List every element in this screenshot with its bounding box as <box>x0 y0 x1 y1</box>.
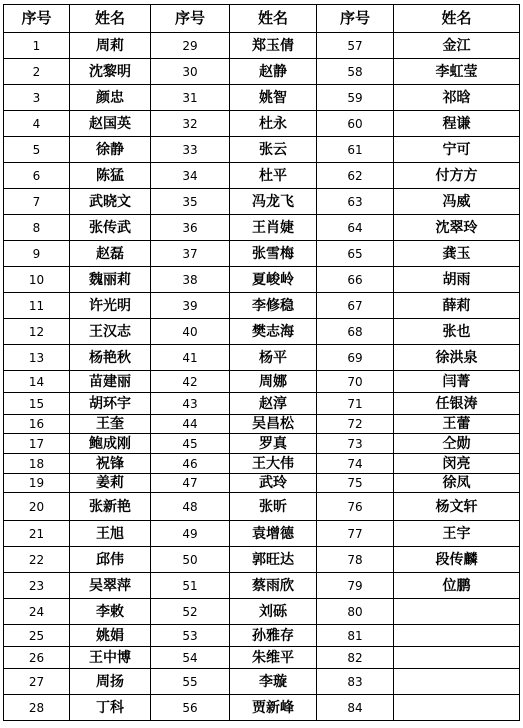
cell-name-2: 姚智 <box>230 85 317 111</box>
cell-seq-3: 61 <box>317 137 394 163</box>
header-cell-name-1: 姓名 <box>70 5 151 33</box>
cell-name-2: 王大伟 <box>230 454 317 474</box>
cell-seq-1: 26 <box>4 647 70 669</box>
cell-name-2: 吴昌松 <box>230 415 317 434</box>
cell-name-3: 张也 <box>394 319 520 345</box>
cell-name-2: 李修稳 <box>230 293 317 319</box>
cell-name-3: 任银涛 <box>394 393 520 415</box>
table-row <box>4 267 520 293</box>
cell-name-1: 许光明 <box>70 293 151 319</box>
cell-seq-2: 50 <box>151 547 230 573</box>
cell-seq-1: 2 <box>4 59 70 85</box>
cell-name-3 <box>394 599 520 625</box>
cell-name-3 <box>394 625 520 647</box>
cell-seq-3: 80 <box>317 599 394 625</box>
table-row <box>4 474 520 493</box>
cell-name-1: 张新艳 <box>70 493 151 521</box>
cell-name-3 <box>394 669 520 695</box>
cell-name-3 <box>394 695 520 721</box>
cell-name-3: 闵亮 <box>394 454 520 474</box>
cell-name-3: 程谦 <box>394 111 520 137</box>
cell-seq-1: 17 <box>4 434 70 454</box>
cell-seq-2: 29 <box>151 33 230 59</box>
cell-name-2: 张云 <box>230 137 317 163</box>
cell-seq-1: 10 <box>4 267 70 293</box>
table-row <box>4 695 520 721</box>
cell-seq-1: 11 <box>4 293 70 319</box>
cell-name-2: 郑玉倩 <box>230 33 317 59</box>
cell-name-1: 武晓文 <box>70 189 151 215</box>
cell-seq-2: 32 <box>151 111 230 137</box>
table-row <box>4 599 520 625</box>
cell-seq-3: 76 <box>317 493 394 521</box>
cell-seq-1: 21 <box>4 521 70 547</box>
cell-name-1: 赵国英 <box>70 111 151 137</box>
cell-seq-3: 65 <box>317 241 394 267</box>
cell-name-3: 龚玉 <box>394 241 520 267</box>
table-row <box>4 454 520 474</box>
cell-seq-3: 57 <box>317 33 394 59</box>
cell-name-2: 武玲 <box>230 474 317 493</box>
table-row <box>4 85 520 111</box>
cell-name-1: 颜忠 <box>70 85 151 111</box>
cell-seq-1: 15 <box>4 393 70 415</box>
cell-name-2: 冯龙飞 <box>230 189 317 215</box>
cell-name-3: 祁晗 <box>394 85 520 111</box>
cell-seq-3: 72 <box>317 415 394 434</box>
cell-seq-3: 70 <box>317 371 394 393</box>
table-row <box>4 415 520 434</box>
cell-seq-3: 82 <box>317 647 394 669</box>
cell-name-1: 邱伟 <box>70 547 151 573</box>
cell-name-3: 闫菁 <box>394 371 520 393</box>
cell-name-1: 王汉志 <box>70 319 151 345</box>
cell-seq-1: 3 <box>4 85 70 111</box>
cell-seq-1: 13 <box>4 345 70 371</box>
header-cell-seq-2: 序号 <box>151 5 230 33</box>
cell-name-1: 王奎 <box>70 415 151 434</box>
cell-seq-3: 79 <box>317 573 394 599</box>
cell-name-1: 胡环宇 <box>70 393 151 415</box>
cell-seq-3: 62 <box>317 163 394 189</box>
cell-name-1: 周莉 <box>70 33 151 59</box>
cell-seq-2: 46 <box>151 454 230 474</box>
table-row <box>4 319 520 345</box>
cell-name-2: 刘砾 <box>230 599 317 625</box>
cell-name-3: 胡雨 <box>394 267 520 293</box>
cell-seq-3: 66 <box>317 267 394 293</box>
cell-name-3: 薛莉 <box>394 293 520 319</box>
cell-name-3: 徐凤 <box>394 474 520 493</box>
cell-seq-1: 28 <box>4 695 70 721</box>
cell-name-2: 朱维平 <box>230 647 317 669</box>
header-cell-seq-1: 序号 <box>4 5 70 33</box>
table-row <box>4 163 520 189</box>
cell-seq-2: 54 <box>151 647 230 669</box>
cell-seq-3: 71 <box>317 393 394 415</box>
cell-name-3: 杨文轩 <box>394 493 520 521</box>
cell-name-3: 王宇 <box>394 521 520 547</box>
table-row <box>4 189 520 215</box>
cell-seq-3: 73 <box>317 434 394 454</box>
cell-name-1: 李敕 <box>70 599 151 625</box>
cell-name-2: 杨平 <box>230 345 317 371</box>
cell-name-1: 王中博 <box>70 647 151 669</box>
table-row <box>4 241 520 267</box>
cell-name-2: 贾新峰 <box>230 695 317 721</box>
cell-name-3: 冯威 <box>394 189 520 215</box>
cell-seq-2: 41 <box>151 345 230 371</box>
cell-seq-2: 56 <box>151 695 230 721</box>
cell-seq-2: 34 <box>151 163 230 189</box>
cell-seq-1: 14 <box>4 371 70 393</box>
table-row <box>4 137 520 163</box>
table-row <box>4 59 520 85</box>
cell-seq-2: 36 <box>151 215 230 241</box>
cell-seq-3: 81 <box>317 625 394 647</box>
cell-name-1: 杨艳秋 <box>70 345 151 371</box>
table-row <box>4 573 520 599</box>
cell-name-2: 杜平 <box>230 163 317 189</box>
cell-seq-2: 39 <box>151 293 230 319</box>
cell-seq-1: 20 <box>4 493 70 521</box>
cell-seq-1: 25 <box>4 625 70 647</box>
cell-seq-3: 64 <box>317 215 394 241</box>
table-row <box>4 647 520 669</box>
cell-seq-2: 42 <box>151 371 230 393</box>
cell-name-1: 张传武 <box>70 215 151 241</box>
cell-seq-2: 37 <box>151 241 230 267</box>
cell-seq-3: 68 <box>317 319 394 345</box>
table-row <box>4 371 520 393</box>
cell-seq-3: 63 <box>317 189 394 215</box>
cell-name-2: 孙雅存 <box>230 625 317 647</box>
cell-seq-1: 16 <box>4 415 70 434</box>
cell-seq-2: 31 <box>151 85 230 111</box>
cell-name-1: 赵磊 <box>70 241 151 267</box>
cell-name-3: 沈翠玲 <box>394 215 520 241</box>
cell-seq-3: 69 <box>317 345 394 371</box>
table-row <box>4 521 520 547</box>
cell-name-2: 郭旺达 <box>230 547 317 573</box>
cell-seq-2: 49 <box>151 521 230 547</box>
cell-seq-1: 27 <box>4 669 70 695</box>
cell-name-3: 宁可 <box>394 137 520 163</box>
cell-name-2: 赵淳 <box>230 393 317 415</box>
cell-seq-3: 58 <box>317 59 394 85</box>
cell-seq-1: 24 <box>4 599 70 625</box>
table-row <box>4 293 520 319</box>
cell-name-2: 夏峻岭 <box>230 267 317 293</box>
cell-name-2: 周娜 <box>230 371 317 393</box>
cell-seq-1: 4 <box>4 111 70 137</box>
header-row <box>4 5 520 33</box>
cell-name-3: 徐洪泉 <box>394 345 520 371</box>
table-row <box>4 434 520 454</box>
roster-body <box>4 5 520 721</box>
cell-name-3: 金江 <box>394 33 520 59</box>
cell-name-2: 杜永 <box>230 111 317 137</box>
cell-seq-2: 30 <box>151 59 230 85</box>
cell-name-1: 沈黎明 <box>70 59 151 85</box>
cell-name-3: 付方方 <box>394 163 520 189</box>
table-row <box>4 669 520 695</box>
table-row <box>4 547 520 573</box>
table-row <box>4 215 520 241</box>
cell-name-2: 罗真 <box>230 434 317 454</box>
cell-name-1: 鲍成刚 <box>70 434 151 454</box>
cell-seq-2: 52 <box>151 599 230 625</box>
cell-seq-2: 33 <box>151 137 230 163</box>
table-row <box>4 625 520 647</box>
cell-name-2: 蔡雨欣 <box>230 573 317 599</box>
cell-name-1: 周扬 <box>70 669 151 695</box>
cell-name-1: 祝锋 <box>70 454 151 474</box>
cell-seq-2: 45 <box>151 434 230 454</box>
cell-seq-2: 53 <box>151 625 230 647</box>
cell-seq-1: 7 <box>4 189 70 215</box>
cell-name-2: 袁增德 <box>230 521 317 547</box>
cell-seq-2: 35 <box>151 189 230 215</box>
roster-table <box>3 4 520 721</box>
header-cell-name-3: 姓名 <box>394 5 520 33</box>
table-row <box>4 393 520 415</box>
header-cell-seq-3: 序号 <box>317 5 394 33</box>
cell-seq-1: 8 <box>4 215 70 241</box>
cell-seq-2: 40 <box>151 319 230 345</box>
cell-name-2: 张雪梅 <box>230 241 317 267</box>
cell-name-1: 苗建丽 <box>70 371 151 393</box>
cell-name-3: 仝勋 <box>394 434 520 454</box>
table-row <box>4 33 520 59</box>
cell-seq-1: 23 <box>4 573 70 599</box>
cell-name-3: 李虹莹 <box>394 59 520 85</box>
cell-name-2: 樊志海 <box>230 319 317 345</box>
cell-seq-3: 77 <box>317 521 394 547</box>
cell-name-1: 徐静 <box>70 137 151 163</box>
cell-name-2: 王肖婕 <box>230 215 317 241</box>
cell-name-1: 魏丽莉 <box>70 267 151 293</box>
cell-name-2: 李璇 <box>230 669 317 695</box>
cell-seq-3: 75 <box>317 474 394 493</box>
cell-seq-3: 67 <box>317 293 394 319</box>
cell-seq-1: 12 <box>4 319 70 345</box>
cell-name-3: 位鹏 <box>394 573 520 599</box>
cell-seq-1: 5 <box>4 137 70 163</box>
table-row <box>4 111 520 137</box>
cell-seq-3: 74 <box>317 454 394 474</box>
cell-seq-1: 1 <box>4 33 70 59</box>
header-cell-name-2: 姓名 <box>230 5 317 33</box>
cell-seq-1: 6 <box>4 163 70 189</box>
cell-seq-3: 60 <box>317 111 394 137</box>
cell-seq-3: 84 <box>317 695 394 721</box>
cell-seq-2: 51 <box>151 573 230 599</box>
cell-name-3: 段传麟 <box>394 547 520 573</box>
cell-name-2: 赵静 <box>230 59 317 85</box>
cell-seq-3: 78 <box>317 547 394 573</box>
cell-name-1: 吴翠萍 <box>70 573 151 599</box>
cell-name-2: 张昕 <box>230 493 317 521</box>
cell-name-1: 陈猛 <box>70 163 151 189</box>
cell-seq-2: 44 <box>151 415 230 434</box>
cell-seq-2: 38 <box>151 267 230 293</box>
cell-seq-2: 43 <box>151 393 230 415</box>
cell-seq-1: 22 <box>4 547 70 573</box>
cell-name-1: 王旭 <box>70 521 151 547</box>
cell-seq-2: 55 <box>151 669 230 695</box>
cell-seq-2: 47 <box>151 474 230 493</box>
cell-name-3: 王蕾 <box>394 415 520 434</box>
cell-name-1: 姜莉 <box>70 474 151 493</box>
cell-seq-1: 9 <box>4 241 70 267</box>
cell-seq-3: 83 <box>317 669 394 695</box>
cell-seq-1: 19 <box>4 474 70 493</box>
cell-seq-3: 59 <box>317 85 394 111</box>
table-row <box>4 493 520 521</box>
cell-seq-2: 48 <box>151 493 230 521</box>
cell-seq-1: 18 <box>4 454 70 474</box>
table-row <box>4 345 520 371</box>
cell-name-3 <box>394 647 520 669</box>
cell-name-1: 丁科 <box>70 695 151 721</box>
cell-name-1: 姚娟 <box>70 625 151 647</box>
